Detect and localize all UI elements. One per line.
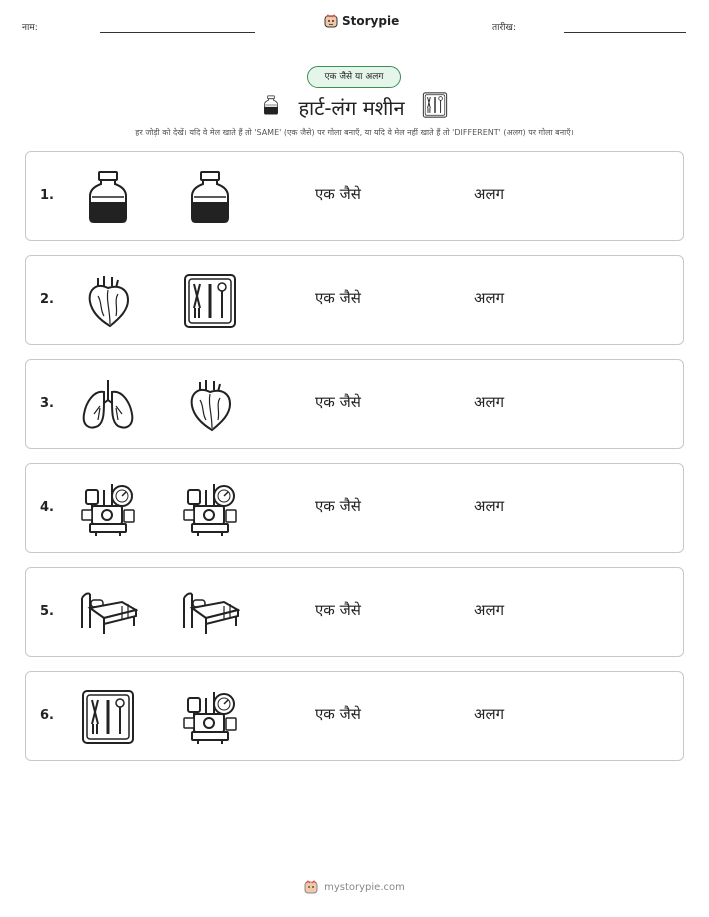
option-same[interactable]: एक जैसे (315, 289, 361, 307)
worksheet-type-badge: एक जैसे या अलग (307, 66, 401, 88)
question-number: 5. (40, 604, 54, 619)
option-different[interactable]: अलग (474, 185, 505, 203)
heart-icon (78, 272, 138, 330)
brand-logo (324, 14, 399, 28)
question-row-2 (25, 255, 684, 345)
question-row-3 (25, 359, 684, 449)
option-same[interactable]: एक जैसे (315, 393, 361, 411)
instructions: हर जोड़ी को देखें। यदि वे मेल खाते हैं तो 'SAME' (एक जैसे) पर गोला बनाएँ, या यदि वे मेल नहीं खाते हैं तो 'DIFFERENT' (अलग) पर गोला बनाएँ। (135, 128, 574, 137)
name-line[interactable] (100, 32, 255, 33)
lungs-icon (78, 376, 138, 434)
question-number: 2. (40, 292, 54, 307)
bottle-icon (78, 168, 138, 226)
option-different[interactable]: अलग (474, 497, 505, 515)
name-label: नाम: (22, 23, 38, 33)
option-different[interactable]: अलग (474, 393, 505, 411)
option-different[interactable]: अलग (474, 705, 505, 723)
question-row-5 (25, 567, 684, 657)
bottle-icon (260, 90, 282, 124)
option-same[interactable]: एक जैसे (315, 601, 361, 619)
footer (0, 880, 709, 894)
option-different[interactable]: अलग (474, 289, 505, 307)
heart-lung-machine-icon (180, 688, 240, 746)
date-line[interactable] (564, 32, 686, 33)
hospital-bed-icon (78, 584, 138, 642)
heart-lung-machine-icon (180, 480, 240, 538)
question-row-6 (25, 671, 684, 761)
title-row (0, 92, 709, 122)
question-row-4 (25, 463, 684, 553)
question-number: 1. (40, 188, 54, 203)
bottle-icon (180, 168, 240, 226)
option-same[interactable]: एक जैसे (315, 705, 361, 723)
option-different[interactable]: अलग (474, 601, 505, 619)
surgical-tools-icon (78, 688, 138, 746)
storypie-logo-icon (304, 880, 318, 894)
hospital-bed-icon (180, 584, 240, 642)
question-row-1 (25, 151, 684, 241)
option-same[interactable]: एक जैसे (315, 185, 361, 203)
storypie-logo-icon (324, 14, 338, 28)
page-title: हार्ट-लंग मशीन (298, 95, 405, 120)
surgical-tools-icon (180, 272, 240, 330)
option-same[interactable]: एक जैसे (315, 497, 361, 515)
question-number: 6. (40, 708, 54, 723)
question-number: 4. (40, 500, 54, 515)
surgical-tools-icon (421, 91, 449, 123)
brand-name: Storypie (342, 14, 400, 28)
heart-icon (180, 376, 240, 434)
question-number: 3. (40, 396, 54, 411)
heart-lung-machine-icon (78, 480, 138, 538)
footer-url[interactable]: mystorypie.com (324, 881, 405, 893)
date-label: तारीख: (492, 23, 516, 33)
